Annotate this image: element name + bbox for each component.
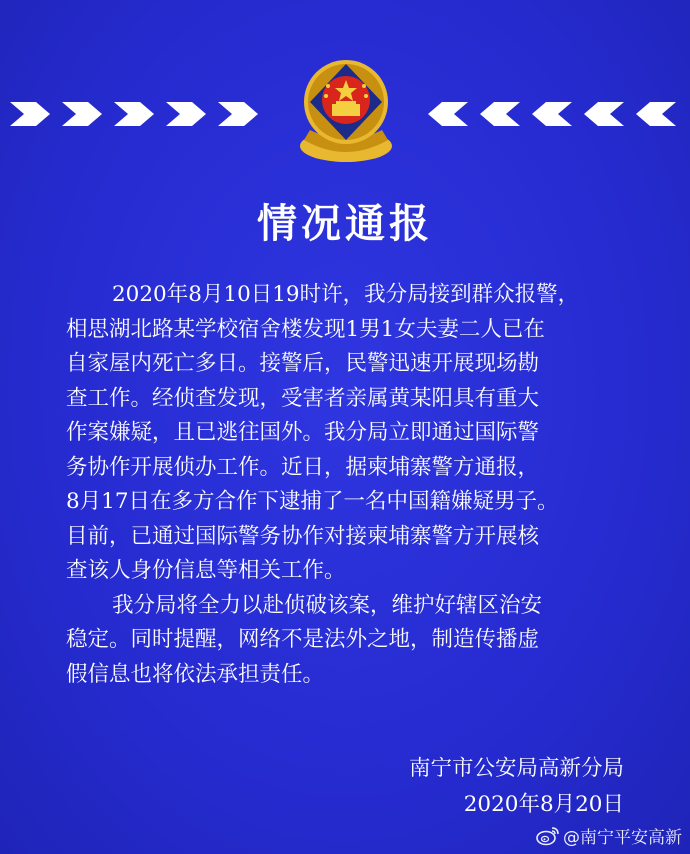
paragraph1-line: 目前，已通过国际警务协作对接柬埔寨警方开展核 [66,523,540,549]
paragraph1-line: 8月17日在多方合作下逮捕了一名中国籍嫌疑男子。 [66,489,559,514]
paragraph1-line: 查该人身份信息等相关工作。 [66,558,346,583]
right-chevron-wing [424,94,684,134]
paragraph1-line: 查工作。经侦查发现，受害者亲属黄某阳具有重大 [66,385,540,411]
notice-body [66,278,638,692]
weibo-icon [536,826,560,846]
chevron-icon [110,102,158,126]
chevron-icon [58,102,106,126]
weibo-watermark [536,823,682,848]
chevron-icon [424,102,472,126]
signature-date: 2020年8月20日 [463,792,624,817]
chevron-icon [580,102,628,126]
police-emblem-icon [296,52,396,164]
chevron-icon [6,102,54,126]
chevron-icon [162,102,210,126]
notice-title: 情况通报 [257,201,433,247]
paragraph1-line: 2020年8月10日19时许，我分局接到群众报警， [112,282,580,307]
paragraph2-line: 稳定。同时提醒，网络不是法外之地，制造传播虚 [66,627,540,652]
paragraph2-line: 假信息也将依法承担责任。 [66,661,325,687]
chevron-icon [476,102,524,126]
header-banner [0,48,690,168]
paragraph1-line: 相思湖北路某学校宿舍楼发现1男1女夫妻二人已在 [66,316,545,342]
paragraph1-line: 自家屋内死亡多日。接警后，民警迅速开展现场勘 [66,351,540,376]
left-chevron-wing [6,94,266,134]
paragraph2-line: 我分局将全力以赴侦破该案，维护好辖区治安 [112,592,543,618]
paragraph1-line: 作案嫌疑，且已逃往国外。我分局立即通过国际警 [66,420,540,445]
paragraph1-line: 务协作开展侦办工作。近日，据柬埔寨警方通报， [66,454,540,480]
watermark-text: @南宁平安高新 [563,828,682,848]
chevron-icon [528,102,576,126]
chevron-icon [214,102,262,126]
chevron-icon [632,102,680,126]
signature-organization: 南宁市公安局高新分局 [408,756,624,781]
